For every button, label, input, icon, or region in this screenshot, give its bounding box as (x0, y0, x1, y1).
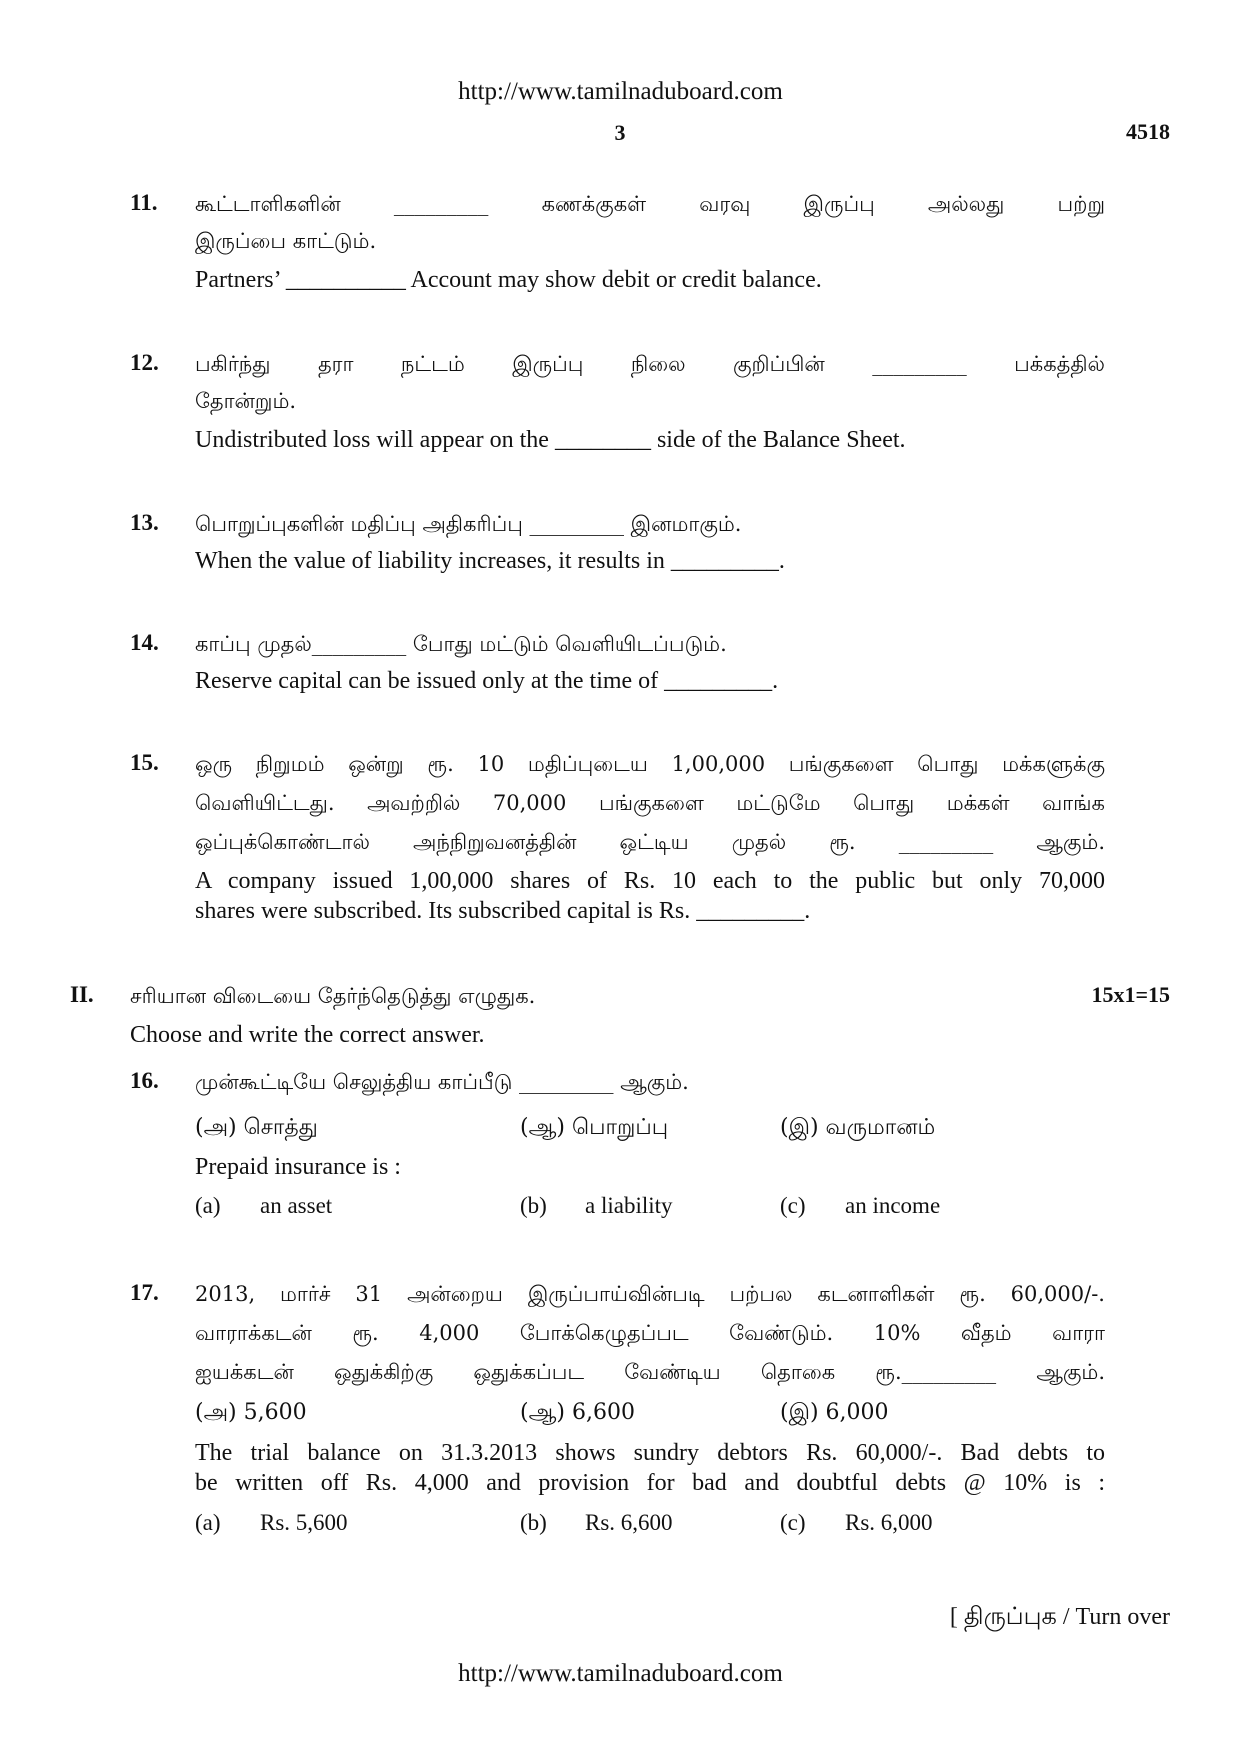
question-number: 17. (130, 1280, 159, 1305)
question-16-option-tamil-a: (அ) சொத்து (195, 1115, 318, 1140)
question-17-option-tamil-c: (இ) 6,000 (780, 1400, 889, 1425)
question-17-option-letter: (c) (780, 1510, 806, 1535)
question-12-tamil-line1: பகிர்ந்து தரா நட்டம் இருப்பு நிலை குறிப்பின் _________ பக்கத்தில் (195, 352, 1105, 376)
section-marks: 15x1=15 (1091, 982, 1170, 1007)
question-14-english: Reserve capital can be issued only at the time of _________. (195, 668, 779, 694)
question-13-english: When the value of liability increases, it results in _________. (195, 548, 785, 574)
question-17-option-letter: (b) (520, 1510, 547, 1535)
question-number: 14. (130, 630, 159, 655)
question-16-option-letter: (b) (520, 1193, 547, 1218)
question-17-option-tamil-b: (ஆ) 6,600 (520, 1400, 635, 1425)
question-number: 11. (130, 190, 158, 215)
question-17-tamil-line2: வாராக்கடன் ரூ. 4,000 போக்கெழுதப்பட வேண்டும். 10% வீதம் வாரா (195, 1321, 1105, 1345)
question-12-english: Undistributed loss will appear on the ________ side of the Balance Sheet. (195, 427, 906, 453)
question-11-tamil-line1: கூட்டாளிகளின் _________ கணக்குகள் வரவு இருப்பு அல்லது பற்று (195, 192, 1105, 216)
footer-url[interactable]: http://www.tamilnaduboard.com (458, 1660, 783, 1687)
paper-code: 4518 (1126, 119, 1170, 144)
question-16-tamil: முன்கூட்டியே செலுத்திய காப்பீடு _________ ஆகும். (195, 1070, 689, 1094)
question-17-option-tamil-a: (அ) 5,600 (195, 1400, 307, 1425)
question-17-option-a: Rs. 5,600 (260, 1510, 348, 1535)
question-15-english-line1: A company issued 1,00,000 shares of Rs. 10 each to the public but only 70,000 (195, 868, 1105, 894)
question-16-option-letter: (a) (195, 1193, 221, 1218)
question-number: 16. (130, 1068, 159, 1093)
question-11-english: Partners’ __________ Account may show debit or credit balance. (195, 267, 822, 293)
question-16-option-c: an income (845, 1193, 941, 1218)
question-17-english-line1: The trial balance on 31.3.2013 shows sundry debtors Rs. 60,000/-. Bad debts to (195, 1440, 1105, 1466)
question-17-tamil-line3: ஐயக்கடன் ஒதுக்கிற்கு ஒதுக்கப்பட வேண்டிய தொகை ரூ._________ ஆகும். (195, 1360, 1105, 1384)
question-number: 13. (130, 510, 159, 535)
section-instruction-tamil: சரியான விடையை தேர்ந்தெடுத்து எழுதுக. (130, 984, 536, 1008)
turn-over-note: [ திருப்புக / Turn over (949, 1604, 1170, 1630)
question-17-tamil-line1: 2013, மார்ச் 31 அன்றைய இருப்பாய்வின்படி பற்பல கடனாளிகள் ரூ. 60,000/-. (195, 1282, 1105, 1306)
question-17-english-line2: be written off Rs. 4,000 and provision for bad and doubtful debts @ 10% is : (195, 1470, 1105, 1496)
header-url[interactable]: http://www.tamilnaduboard.com (458, 78, 783, 105)
question-14-tamil: காப்பு முதல்_________ போது மட்டும் வெளியிடப்படும். (195, 632, 727, 656)
question-16-option-tamil-b: (ஆ) பொறுப்பு (520, 1115, 669, 1140)
question-12-tamil-line2: தோன்றும். (195, 389, 297, 413)
question-number: 12. (130, 350, 159, 375)
section-instruction-english: Choose and write the correct answer. (130, 1022, 485, 1048)
question-15-tamil-line2: வெளியிட்டது. அவற்றில் 70,000 பங்குகளை மட்டுமே பொது மக்கள் வாங்க (195, 791, 1105, 815)
question-16-option-b: a liability (585, 1193, 673, 1218)
question-17-option-c: Rs. 6,000 (845, 1510, 933, 1535)
question-15-tamil-line3: ஒப்புக்கொண்டால் அந்நிறுவனத்தின் ஒட்டிய முதல் ரூ. _________ ஆகும். (195, 830, 1105, 854)
question-number: 15. (130, 750, 159, 775)
question-15-tamil-line1: ஒரு நிறுமம் ஒன்று ரூ. 10 மதிப்புடைய 1,00,000 பங்குகளை பொது மக்களுக்கு (195, 752, 1105, 776)
question-11-tamil-line2: இருப்பை காட்டும். (195, 229, 377, 253)
question-16-option-letter: (c) (780, 1193, 806, 1218)
question-13-tamil: பொறுப்புகளின் மதிப்பு அதிகரிப்பு _________ இனமாகும். (195, 512, 742, 536)
question-15-english-line2: shares were subscribed. Its subscribed capital is Rs. _________. (195, 898, 811, 924)
page-number: 3 (614, 120, 626, 145)
question-16-option-a: an asset (260, 1193, 333, 1218)
question-17-option-b: Rs. 6,600 (585, 1510, 673, 1535)
question-16-option-tamil-c: (இ) வருமானம் (780, 1115, 936, 1140)
section-roman-numeral: II. (70, 982, 94, 1007)
question-16-english: Prepaid insurance is : (195, 1154, 401, 1180)
question-17-option-letter: (a) (195, 1510, 221, 1535)
